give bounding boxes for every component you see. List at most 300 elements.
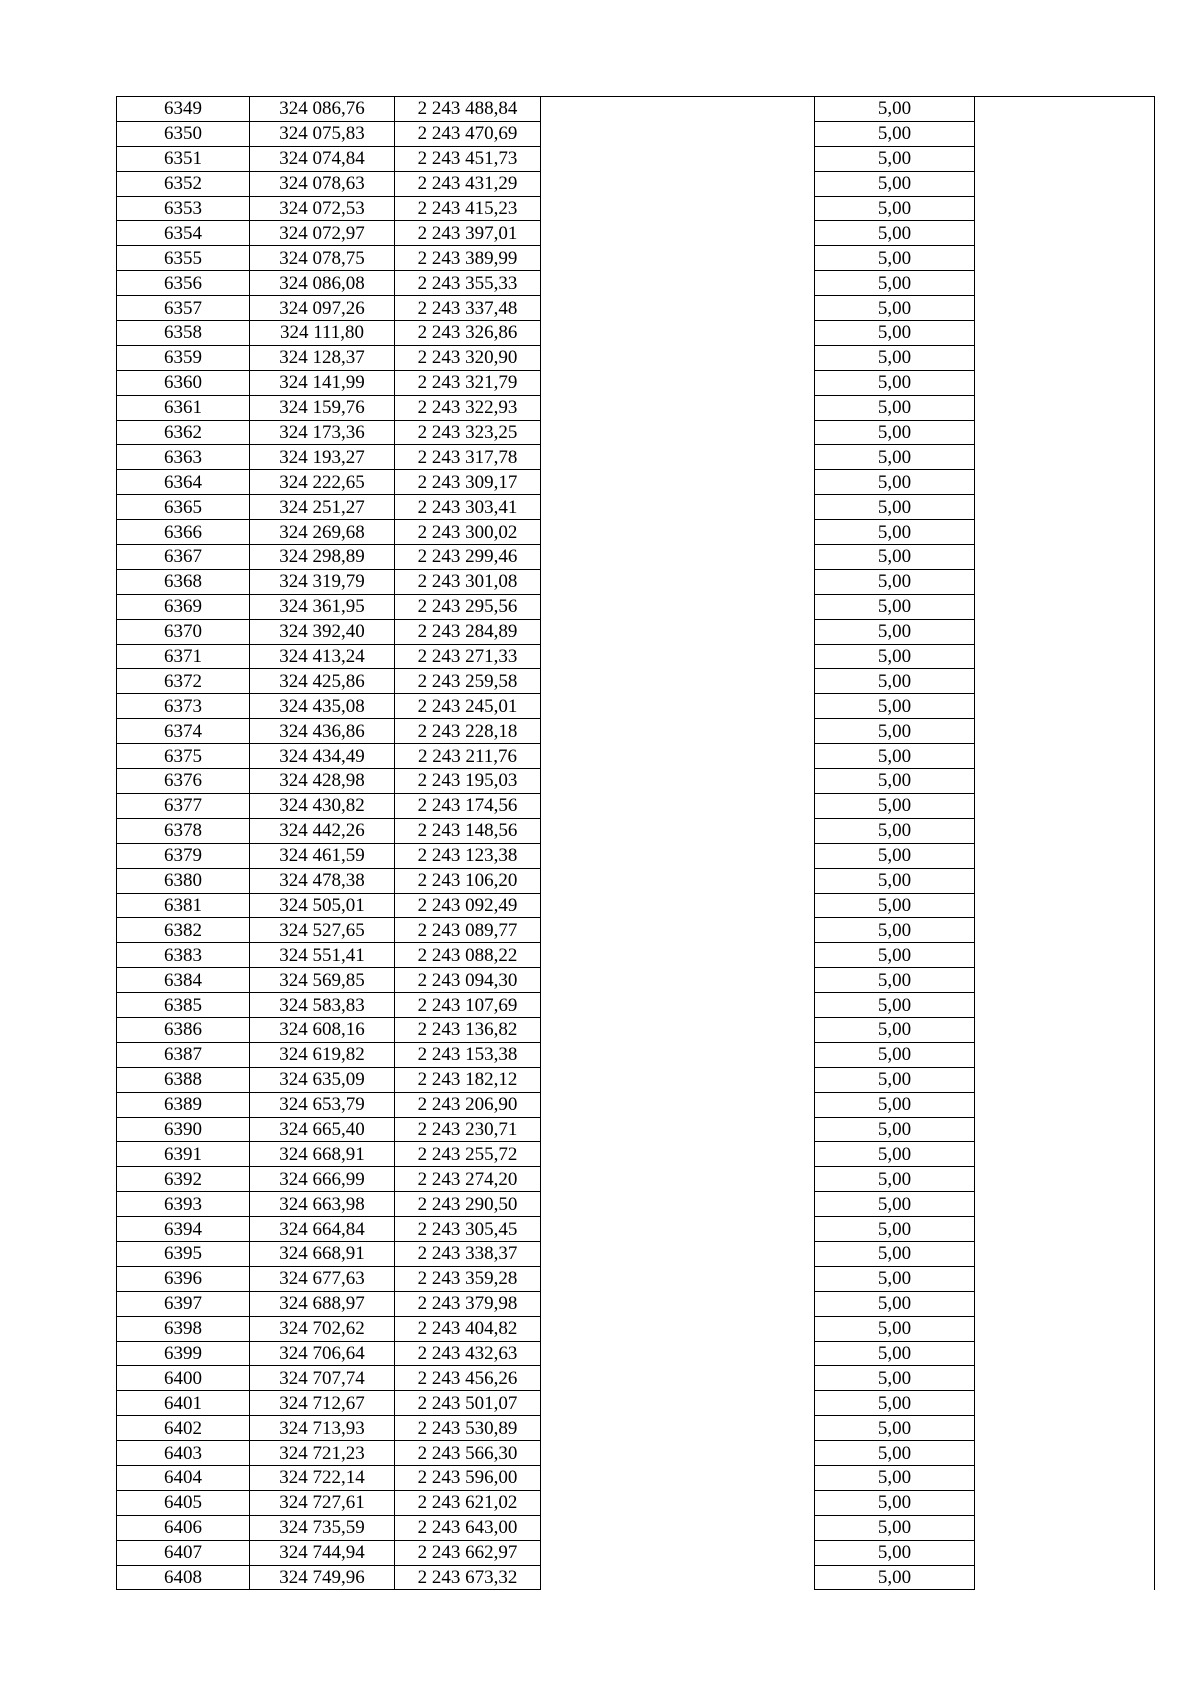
empty-cell [541, 1067, 815, 1092]
empty-cell [975, 918, 1155, 943]
empty-cell [541, 1391, 815, 1416]
point-number-cell: 6397 [117, 1291, 250, 1316]
point-number-cell: 6403 [117, 1441, 250, 1466]
table-row [117, 1416, 1155, 1441]
x-coordinate-cell: 324 569,85 [250, 968, 395, 993]
table-row [117, 121, 1155, 146]
distance-cell: 5,00 [815, 843, 975, 868]
y-coordinate-cell: 2 243 211,76 [395, 744, 541, 769]
empty-cell [541, 1142, 815, 1167]
y-coordinate-cell: 2 243 488,84 [395, 97, 541, 122]
y-coordinate-cell: 2 243 206,90 [395, 1092, 541, 1117]
distance-cell: 5,00 [815, 1441, 975, 1466]
distance-cell: 5,00 [815, 495, 975, 520]
empty-cell [541, 769, 815, 794]
distance-cell: 5,00 [815, 1217, 975, 1242]
empty-cell [975, 993, 1155, 1018]
empty-cell [975, 694, 1155, 719]
empty-cell [541, 719, 815, 744]
empty-cell [975, 943, 1155, 968]
empty-cell [541, 246, 815, 271]
distance-cell: 5,00 [815, 221, 975, 246]
point-number-cell: 6408 [117, 1565, 250, 1590]
table-row [117, 843, 1155, 868]
empty-cell [541, 1241, 815, 1266]
table-row [117, 520, 1155, 545]
empty-cell [541, 918, 815, 943]
table-row [117, 719, 1155, 744]
table-row [117, 1241, 1155, 1266]
empty-cell [541, 370, 815, 395]
y-coordinate-cell: 2 243 596,00 [395, 1465, 541, 1490]
x-coordinate-cell: 324 251,27 [250, 495, 395, 520]
table-row [117, 744, 1155, 769]
empty-cell [541, 1465, 815, 1490]
table-row [117, 1515, 1155, 1540]
empty-cell [975, 1042, 1155, 1067]
point-number-cell: 6364 [117, 470, 250, 495]
point-number-cell: 6355 [117, 246, 250, 271]
empty-cell [975, 470, 1155, 495]
empty-cell [541, 1017, 815, 1042]
point-number-cell: 6392 [117, 1167, 250, 1192]
y-coordinate-cell: 2 243 259,58 [395, 669, 541, 694]
empty-cell [975, 793, 1155, 818]
empty-cell [541, 744, 815, 769]
x-coordinate-cell: 324 193,27 [250, 445, 395, 470]
x-coordinate-cell: 324 128,37 [250, 345, 395, 370]
empty-cell [975, 395, 1155, 420]
table-row [117, 1291, 1155, 1316]
distance-cell: 5,00 [815, 993, 975, 1018]
table-row [117, 545, 1155, 570]
y-coordinate-cell: 2 243 228,18 [395, 719, 541, 744]
distance-cell: 5,00 [815, 395, 975, 420]
point-number-cell: 6387 [117, 1042, 250, 1067]
y-coordinate-cell: 2 243 255,72 [395, 1142, 541, 1167]
x-coordinate-cell: 324 086,76 [250, 97, 395, 122]
distance-cell: 5,00 [815, 918, 975, 943]
x-coordinate-cell: 324 663,98 [250, 1192, 395, 1217]
x-coordinate-cell: 324 505,01 [250, 893, 395, 918]
empty-cell [541, 1092, 815, 1117]
table-row [117, 1142, 1155, 1167]
table-row [117, 1266, 1155, 1291]
y-coordinate-cell: 2 243 317,78 [395, 445, 541, 470]
y-coordinate-cell: 2 243 322,93 [395, 395, 541, 420]
empty-cell [975, 868, 1155, 893]
empty-cell [541, 196, 815, 221]
empty-cell [975, 1515, 1155, 1540]
distance-cell: 5,00 [815, 818, 975, 843]
empty-cell [541, 321, 815, 346]
point-number-cell: 6400 [117, 1366, 250, 1391]
y-coordinate-cell: 2 243 323,25 [395, 420, 541, 445]
empty-cell [975, 1490, 1155, 1515]
empty-cell [975, 221, 1155, 246]
empty-cell [975, 1316, 1155, 1341]
empty-cell [541, 993, 815, 1018]
y-coordinate-cell: 2 243 295,56 [395, 594, 541, 619]
table-row [117, 1117, 1155, 1142]
point-number-cell: 6405 [117, 1490, 250, 1515]
y-coordinate-cell: 2 243 274,20 [395, 1167, 541, 1192]
empty-cell [541, 818, 815, 843]
point-number-cell: 6361 [117, 395, 250, 420]
point-number-cell: 6399 [117, 1341, 250, 1366]
x-coordinate-cell: 324 665,40 [250, 1117, 395, 1142]
y-coordinate-cell: 2 243 309,17 [395, 470, 541, 495]
point-number-cell: 6386 [117, 1017, 250, 1042]
table-row [117, 1391, 1155, 1416]
y-coordinate-cell: 2 243 338,37 [395, 1241, 541, 1266]
empty-cell [541, 1540, 815, 1565]
y-coordinate-cell: 2 243 148,56 [395, 818, 541, 843]
empty-cell [541, 1117, 815, 1142]
distance-cell: 5,00 [815, 569, 975, 594]
point-number-cell: 6384 [117, 968, 250, 993]
x-coordinate-cell: 324 159,76 [250, 395, 395, 420]
empty-cell [975, 97, 1155, 122]
x-coordinate-cell: 324 072,97 [250, 221, 395, 246]
x-coordinate-cell: 324 712,67 [250, 1391, 395, 1416]
table-row [117, 1540, 1155, 1565]
distance-cell: 5,00 [815, 694, 975, 719]
point-number-cell: 6389 [117, 1092, 250, 1117]
table-row [117, 993, 1155, 1018]
x-coordinate-cell: 324 677,63 [250, 1266, 395, 1291]
empty-cell [541, 1515, 815, 1540]
x-coordinate-cell: 324 664,84 [250, 1217, 395, 1242]
distance-cell: 5,00 [815, 1092, 975, 1117]
table-row [117, 893, 1155, 918]
x-coordinate-cell: 324 551,41 [250, 943, 395, 968]
table-row [117, 1465, 1155, 1490]
y-coordinate-cell: 2 243 106,20 [395, 868, 541, 893]
point-number-cell: 6365 [117, 495, 250, 520]
distance-cell: 5,00 [815, 943, 975, 968]
y-coordinate-cell: 2 243 337,48 [395, 296, 541, 321]
distance-cell: 5,00 [815, 146, 975, 171]
empty-cell [975, 968, 1155, 993]
distance-cell: 5,00 [815, 97, 975, 122]
y-coordinate-cell: 2 243 136,82 [395, 1017, 541, 1042]
y-coordinate-cell: 2 243 174,56 [395, 793, 541, 818]
x-coordinate-cell: 324 722,14 [250, 1465, 395, 1490]
distance-cell: 5,00 [815, 1490, 975, 1515]
table-row [117, 694, 1155, 719]
x-coordinate-cell: 324 608,16 [250, 1017, 395, 1042]
x-coordinate-cell: 324 461,59 [250, 843, 395, 868]
empty-cell [975, 818, 1155, 843]
y-coordinate-cell: 2 243 094,30 [395, 968, 541, 993]
empty-cell [541, 1490, 815, 1515]
empty-cell [541, 1291, 815, 1316]
empty-cell [975, 171, 1155, 196]
point-number-cell: 6385 [117, 993, 250, 1018]
distance-cell: 5,00 [815, 1366, 975, 1391]
empty-cell [541, 1366, 815, 1391]
point-number-cell: 6351 [117, 146, 250, 171]
y-coordinate-cell: 2 243 431,29 [395, 171, 541, 196]
table-row [117, 1192, 1155, 1217]
empty-cell [975, 769, 1155, 794]
table-row [117, 445, 1155, 470]
empty-cell [975, 1067, 1155, 1092]
distance-cell: 5,00 [815, 1192, 975, 1217]
empty-cell [541, 1416, 815, 1441]
x-coordinate-cell: 324 688,97 [250, 1291, 395, 1316]
table-row [117, 395, 1155, 420]
y-coordinate-cell: 2 243 305,45 [395, 1217, 541, 1242]
distance-cell: 5,00 [815, 520, 975, 545]
empty-cell [541, 271, 815, 296]
point-number-cell: 6371 [117, 644, 250, 669]
y-coordinate-cell: 2 243 320,90 [395, 345, 541, 370]
x-coordinate-cell: 324 434,49 [250, 744, 395, 769]
point-number-cell: 6394 [117, 1217, 250, 1242]
point-number-cell: 6357 [117, 296, 250, 321]
y-coordinate-cell: 2 243 432,63 [395, 1341, 541, 1366]
y-coordinate-cell: 2 243 284,89 [395, 619, 541, 644]
y-coordinate-cell: 2 243 300,02 [395, 520, 541, 545]
distance-cell: 5,00 [815, 1416, 975, 1441]
distance-cell: 5,00 [815, 470, 975, 495]
table-row [117, 420, 1155, 445]
coordinates-table [116, 96, 1155, 1590]
table-row [117, 146, 1155, 171]
empty-cell [975, 545, 1155, 570]
x-coordinate-cell: 324 173,36 [250, 420, 395, 445]
table-row [117, 1092, 1155, 1117]
empty-cell [975, 569, 1155, 594]
point-number-cell: 6370 [117, 619, 250, 644]
x-coordinate-cell: 324 727,61 [250, 1490, 395, 1515]
y-coordinate-cell: 2 243 379,98 [395, 1291, 541, 1316]
distance-cell: 5,00 [815, 619, 975, 644]
table-row [117, 196, 1155, 221]
empty-cell [541, 1316, 815, 1341]
distance-cell: 5,00 [815, 1316, 975, 1341]
x-coordinate-cell: 324 702,62 [250, 1316, 395, 1341]
empty-cell [975, 1192, 1155, 1217]
distance-cell: 5,00 [815, 1142, 975, 1167]
empty-cell [975, 420, 1155, 445]
table-row [117, 246, 1155, 271]
x-coordinate-cell: 324 442,26 [250, 818, 395, 843]
table-row [117, 943, 1155, 968]
distance-cell: 5,00 [815, 1291, 975, 1316]
distance-cell: 5,00 [815, 1565, 975, 1590]
y-coordinate-cell: 2 243 673,32 [395, 1565, 541, 1590]
empty-cell [975, 196, 1155, 221]
point-number-cell: 6407 [117, 1540, 250, 1565]
empty-cell [541, 221, 815, 246]
x-coordinate-cell: 324 527,65 [250, 918, 395, 943]
x-coordinate-cell: 324 222,65 [250, 470, 395, 495]
x-coordinate-cell: 324 086,08 [250, 271, 395, 296]
y-coordinate-cell: 2 243 415,23 [395, 196, 541, 221]
x-coordinate-cell: 324 361,95 [250, 594, 395, 619]
distance-cell: 5,00 [815, 793, 975, 818]
empty-cell [541, 669, 815, 694]
empty-cell [975, 893, 1155, 918]
distance-cell: 5,00 [815, 893, 975, 918]
empty-cell [975, 345, 1155, 370]
y-coordinate-cell: 2 243 245,01 [395, 694, 541, 719]
table-row [117, 296, 1155, 321]
empty-cell [975, 594, 1155, 619]
y-coordinate-cell: 2 243 404,82 [395, 1316, 541, 1341]
empty-cell [975, 1217, 1155, 1242]
x-coordinate-cell: 324 706,64 [250, 1341, 395, 1366]
point-number-cell: 6404 [117, 1465, 250, 1490]
table-row [117, 1441, 1155, 1466]
y-coordinate-cell: 2 243 566,30 [395, 1441, 541, 1466]
point-number-cell: 6406 [117, 1515, 250, 1540]
y-coordinate-cell: 2 243 230,71 [395, 1117, 541, 1142]
x-coordinate-cell: 324 392,40 [250, 619, 395, 644]
x-coordinate-cell: 324 072,53 [250, 196, 395, 221]
empty-cell [541, 1192, 815, 1217]
y-coordinate-cell: 2 243 290,50 [395, 1192, 541, 1217]
empty-cell [975, 644, 1155, 669]
point-number-cell: 6359 [117, 345, 250, 370]
distance-cell: 5,00 [815, 669, 975, 694]
point-number-cell: 6382 [117, 918, 250, 943]
empty-cell [541, 1167, 815, 1192]
empty-cell [975, 1167, 1155, 1192]
empty-cell [541, 1217, 815, 1242]
empty-cell [541, 470, 815, 495]
x-coordinate-cell: 324 436,86 [250, 719, 395, 744]
x-coordinate-cell: 324 735,59 [250, 1515, 395, 1540]
distance-cell: 5,00 [815, 545, 975, 570]
empty-cell [975, 719, 1155, 744]
distance-cell: 5,00 [815, 594, 975, 619]
point-number-cell: 6367 [117, 545, 250, 570]
distance-cell: 5,00 [815, 321, 975, 346]
table-row [117, 669, 1155, 694]
empty-cell [541, 1565, 815, 1590]
point-number-cell: 6401 [117, 1391, 250, 1416]
y-coordinate-cell: 2 243 182,12 [395, 1067, 541, 1092]
point-number-cell: 6375 [117, 744, 250, 769]
empty-cell [541, 893, 815, 918]
distance-cell: 5,00 [815, 171, 975, 196]
table-row [117, 1167, 1155, 1192]
x-coordinate-cell: 324 635,09 [250, 1067, 395, 1092]
distance-cell: 5,00 [815, 296, 975, 321]
table-row [117, 271, 1155, 296]
empty-cell [975, 246, 1155, 271]
table-row [117, 171, 1155, 196]
point-number-cell: 6350 [117, 121, 250, 146]
x-coordinate-cell: 324 111,80 [250, 321, 395, 346]
empty-cell [975, 296, 1155, 321]
table-row [117, 569, 1155, 594]
x-coordinate-cell: 324 075,83 [250, 121, 395, 146]
y-coordinate-cell: 2 243 123,38 [395, 843, 541, 868]
x-coordinate-cell: 324 749,96 [250, 1565, 395, 1590]
empty-cell [975, 843, 1155, 868]
empty-cell [975, 1341, 1155, 1366]
point-number-cell: 6393 [117, 1192, 250, 1217]
empty-cell [541, 1266, 815, 1291]
y-coordinate-cell: 2 243 107,69 [395, 993, 541, 1018]
y-coordinate-cell: 2 243 301,08 [395, 569, 541, 594]
distance-cell: 5,00 [815, 370, 975, 395]
table-row [117, 1366, 1155, 1391]
distance-cell: 5,00 [815, 744, 975, 769]
x-coordinate-cell: 324 713,93 [250, 1416, 395, 1441]
point-number-cell: 6379 [117, 843, 250, 868]
x-coordinate-cell: 324 413,24 [250, 644, 395, 669]
table-row [117, 1042, 1155, 1067]
distance-cell: 5,00 [815, 1540, 975, 1565]
table-row [117, 470, 1155, 495]
x-coordinate-cell: 324 078,75 [250, 246, 395, 271]
table-row [117, 918, 1155, 943]
y-coordinate-cell: 2 243 303,41 [395, 495, 541, 520]
point-number-cell: 6398 [117, 1316, 250, 1341]
empty-cell [975, 146, 1155, 171]
empty-cell [975, 1142, 1155, 1167]
x-coordinate-cell: 324 428,98 [250, 769, 395, 794]
y-coordinate-cell: 2 243 397,01 [395, 221, 541, 246]
distance-cell: 5,00 [815, 1117, 975, 1142]
empty-cell [975, 1416, 1155, 1441]
empty-cell [541, 793, 815, 818]
x-coordinate-cell: 324 583,83 [250, 993, 395, 1018]
x-coordinate-cell: 324 097,26 [250, 296, 395, 321]
empty-cell [975, 1391, 1155, 1416]
point-number-cell: 6395 [117, 1241, 250, 1266]
empty-cell [541, 868, 815, 893]
distance-cell: 5,00 [815, 719, 975, 744]
table-row [117, 619, 1155, 644]
empty-cell [541, 644, 815, 669]
x-coordinate-cell: 324 269,68 [250, 520, 395, 545]
x-coordinate-cell: 324 619,82 [250, 1042, 395, 1067]
point-number-cell: 6383 [117, 943, 250, 968]
distance-cell: 5,00 [815, 271, 975, 296]
distance-cell: 5,00 [815, 769, 975, 794]
empty-cell [975, 619, 1155, 644]
empty-cell [975, 1017, 1155, 1042]
distance-cell: 5,00 [815, 420, 975, 445]
empty-cell [541, 296, 815, 321]
empty-cell [975, 321, 1155, 346]
empty-cell [975, 271, 1155, 296]
x-coordinate-cell: 324 721,23 [250, 1441, 395, 1466]
point-number-cell: 6363 [117, 445, 250, 470]
y-coordinate-cell: 2 243 643,00 [395, 1515, 541, 1540]
empty-cell [541, 968, 815, 993]
y-coordinate-cell: 2 243 389,99 [395, 246, 541, 271]
table-row [117, 1017, 1155, 1042]
distance-cell: 5,00 [815, 868, 975, 893]
table-row [117, 818, 1155, 843]
empty-cell [541, 569, 815, 594]
y-coordinate-cell: 2 243 359,28 [395, 1266, 541, 1291]
point-number-cell: 6378 [117, 818, 250, 843]
empty-cell [975, 445, 1155, 470]
point-number-cell: 6356 [117, 271, 250, 296]
point-number-cell: 6358 [117, 321, 250, 346]
distance-cell: 5,00 [815, 445, 975, 470]
empty-cell [541, 594, 815, 619]
